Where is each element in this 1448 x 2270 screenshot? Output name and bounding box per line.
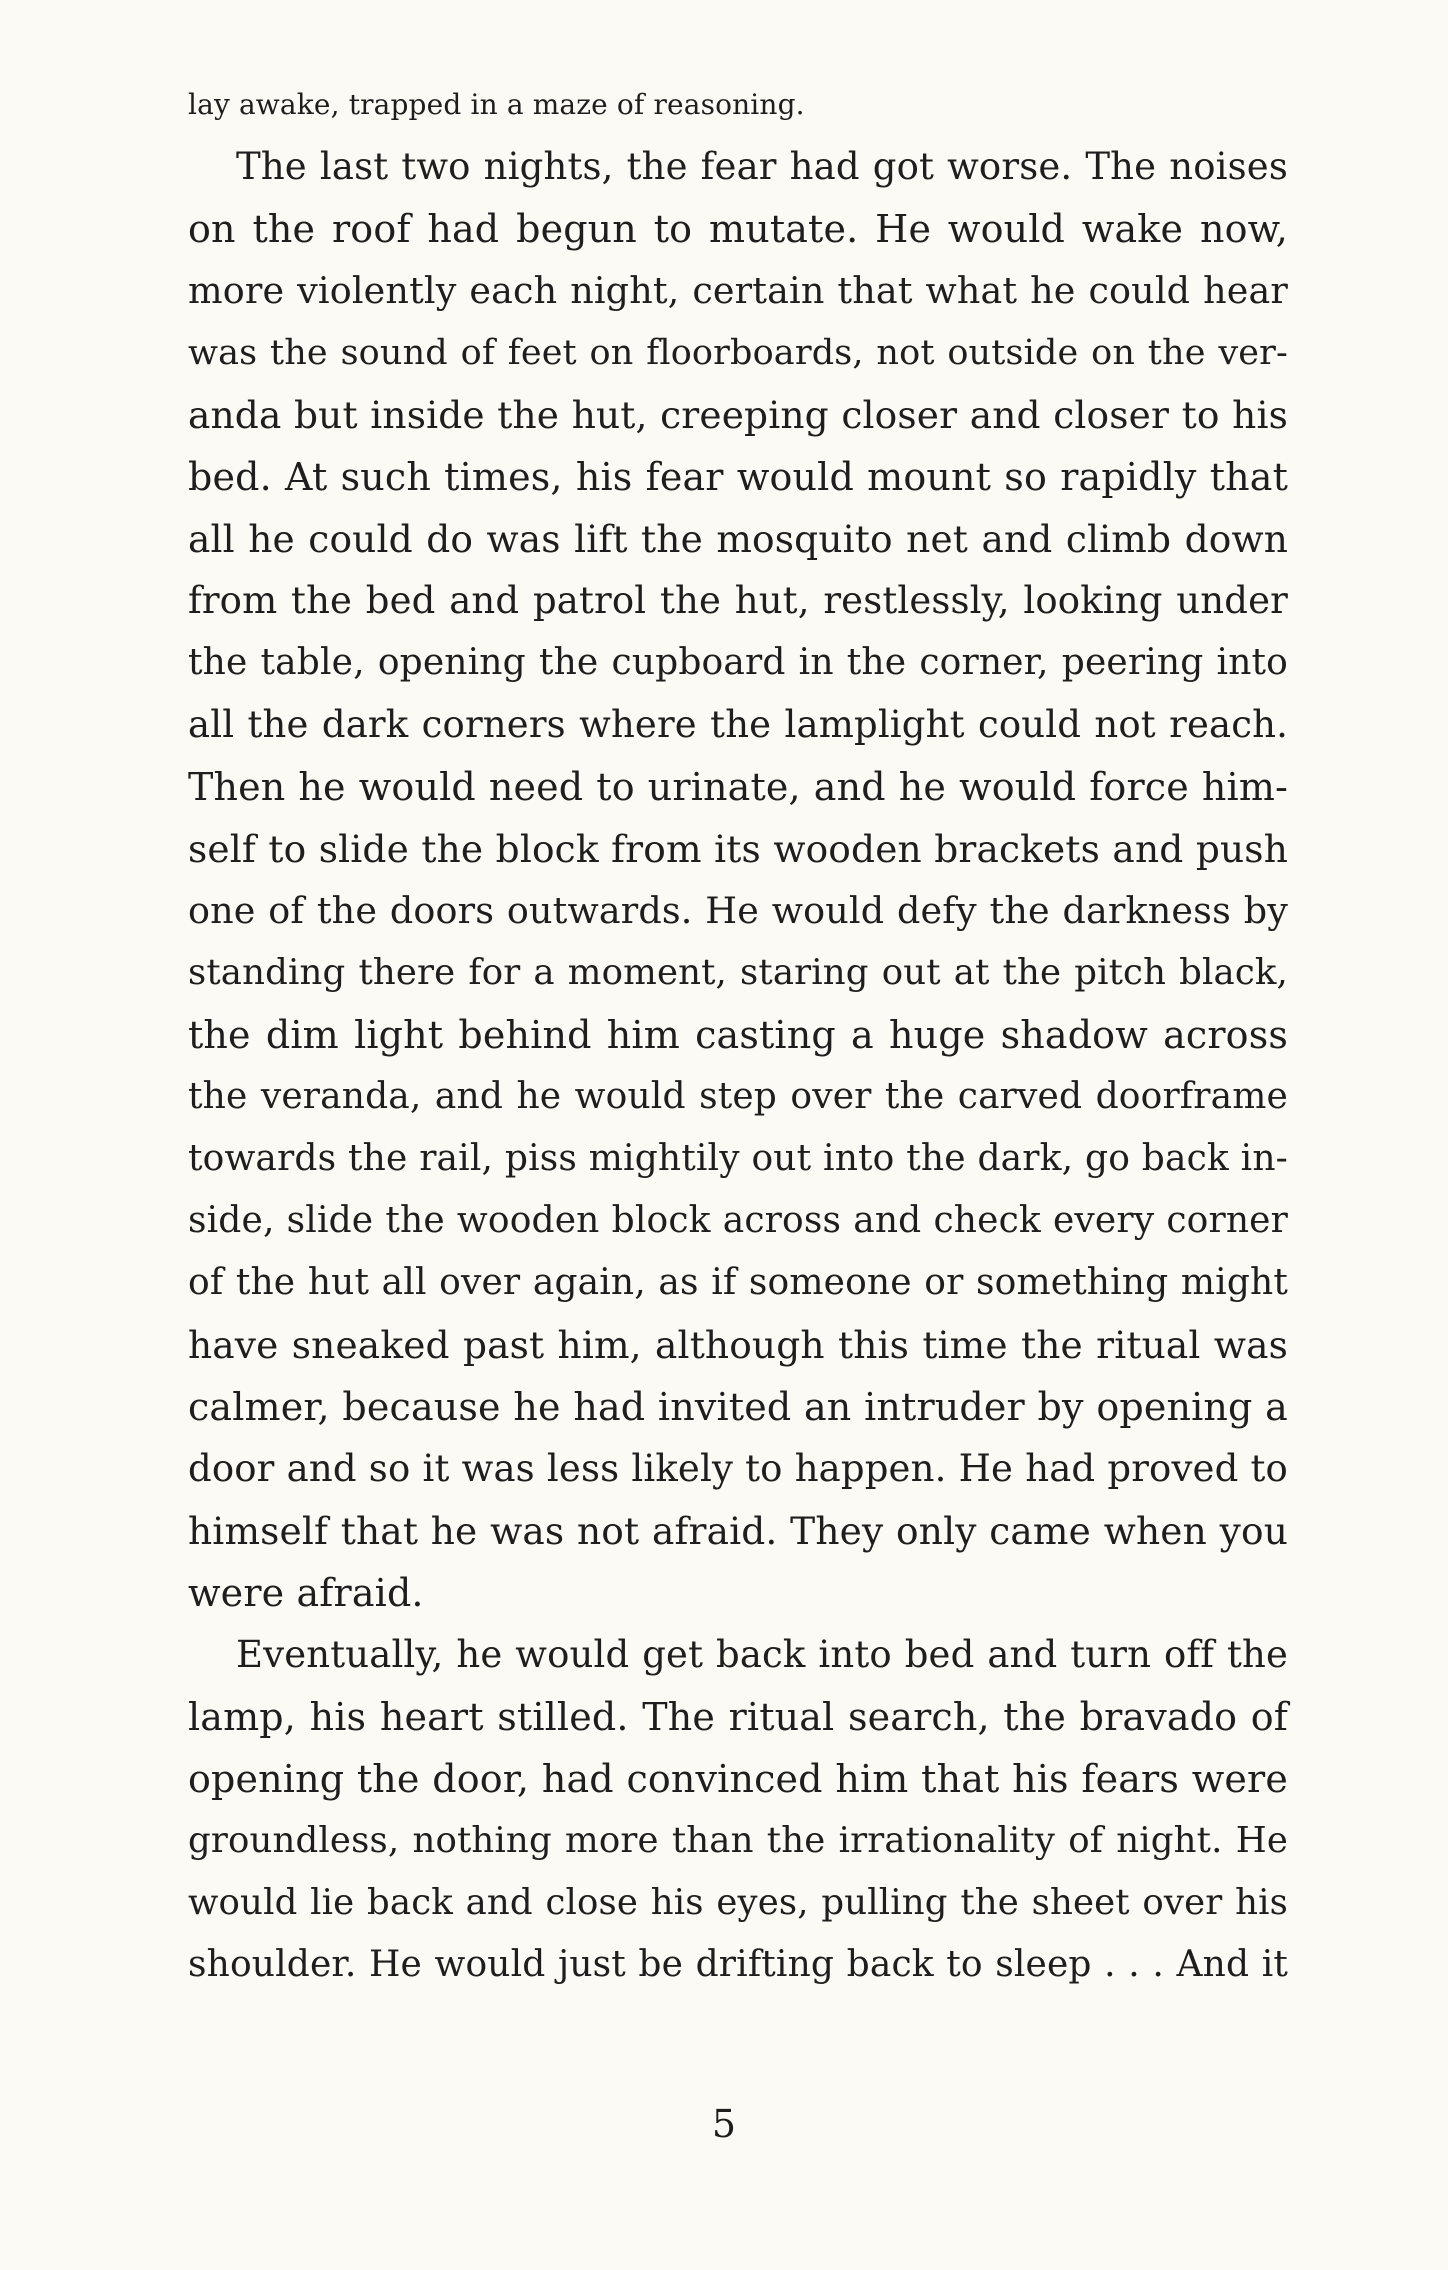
text-line: the table, opening the cupboard in the corner, peering into (188, 642, 1288, 683)
text-line: more violently each night, certain that what he could hear (188, 269, 1288, 312)
text-line: of the hut all over again, as if someone or something might (188, 1262, 1288, 1303)
text-line: anda but inside the hut, creeping closer and closer to his (188, 393, 1288, 437)
text-line: from the bed and patrol the hut, restlessly, looking under (188, 579, 1288, 622)
text-line: standing there for a moment, staring out at the pitch black, (188, 952, 1288, 993)
text-line: on the roof had begun to mutate. He would wake now, (188, 207, 1288, 251)
text-line: all he could do was lift the mosquito net and climb down (188, 517, 1288, 561)
text-line: one of the doors outwards. He would defy the darkness by (188, 889, 1288, 932)
text-line: the veranda, and he would step over the carved doorframe (188, 1076, 1288, 1117)
text-line: door and so it was less likely to happen. He had proved to (188, 1447, 1288, 1490)
text-line: have sneaked past him, although this time the ritual was (188, 1323, 1288, 1367)
text-line: calmer, because he had invited an intruder by opening a (188, 1385, 1288, 1429)
text-line: bed. At such times, his fear would mount so rapidly that (188, 455, 1288, 499)
text-line: the dim light behind him casting a huge shadow across (188, 1013, 1288, 1057)
text-line: himself that he was not afraid. They only came when you (188, 1509, 1288, 1553)
text-line: groundless, nothing more than the irrationality of night. He (188, 1820, 1288, 1861)
text-line: side, slide the wooden block across and check every corner (188, 1200, 1288, 1241)
text-line: would lie back and close his eyes, pulling the sheet over his (188, 1882, 1288, 1923)
page-number: 5 (711, 2102, 737, 2146)
text-line: The last two nights, the fear had got worse. The noises (236, 145, 1288, 188)
text-line: shoulder. He would just be drifting back to sleep . . . And it (188, 1944, 1288, 1985)
text-line: towards the rail, piss mightily out into the dark, go back in- (188, 1138, 1288, 1179)
text-line: all the dark corners where the lamplight could not reach. (188, 703, 1288, 746)
text-line: Then he would need to urinate, and he would force him- (188, 765, 1288, 809)
text-line: self to slide the block from its wooden brackets and push (188, 827, 1288, 871)
text-line: were afraid. (188, 1571, 424, 1615)
text-line: Eventually, he would get back into bed and turn off the (236, 1633, 1288, 1676)
text-line: was the sound of feet on floorboards, not outside on the ver- (188, 333, 1288, 373)
text-line: opening the door, had convinced him that his fears were (188, 1757, 1288, 1801)
text-line: lay awake, trapped in a maze of reasoning. (188, 88, 805, 121)
text-line: lamp, his heart stilled. The ritual search, the bravado of (188, 1695, 1288, 1739)
